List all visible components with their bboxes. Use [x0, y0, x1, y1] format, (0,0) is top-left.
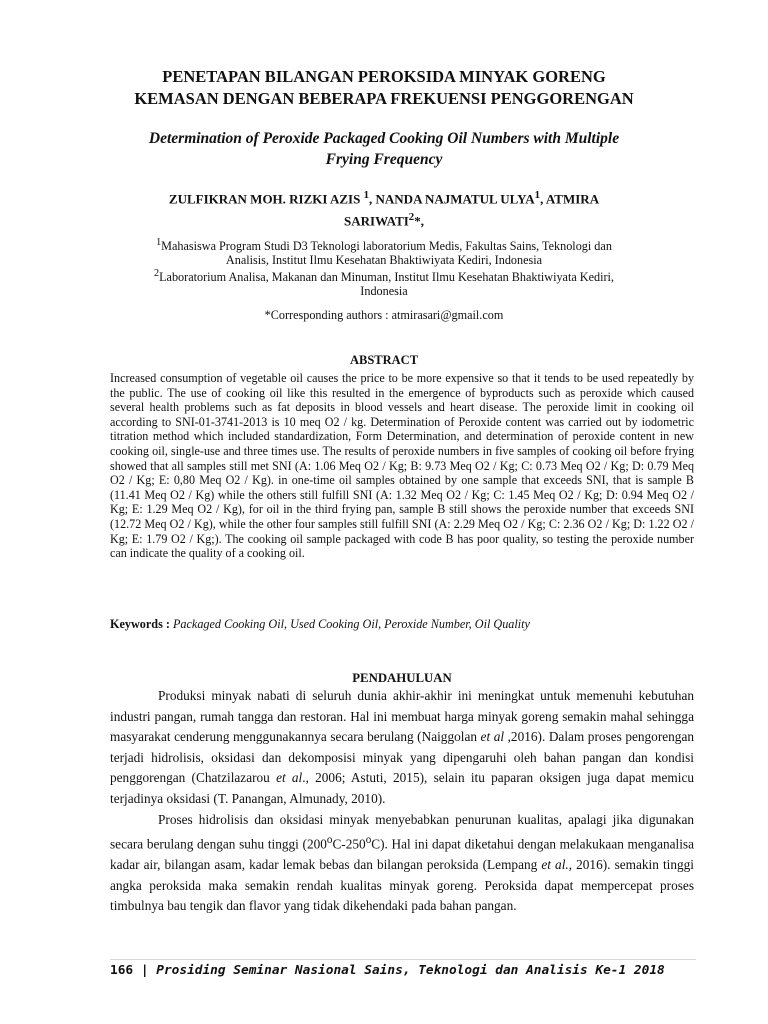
abstract-text: Increased consumption of vegetable oil causes the price to be more expensive so that it tends to be used repeatedly by the public. The use of cooking oil like this resulted in the emergence of byproducts such as peroxide which caused several health problems such as fat deposits in blood vessels and heart disease. The peroxide limit in cooking oil according to SNI-01-3741-2013 is 10 meq O2 / kg. Determination of Peroxide content was carried out by iodometric titration method which included standardization, Form Determination, and determination of peroxide content in new cooking oil, single-use and three times use. The results of peroxide numbers in five samples of cooking oil before frying showed that all samples still met SNI (A: 1.06 Meq O2 / Kg; B: 9.73 Meq O2 / Kg; C: 0.73 Meq O2 / Kg; D: 0.79 Meq O2 / Kg; E: 0,80 Meq O2 / Kg). in one-time oil samples obtained by one sample that exceeds SNI, that is sample B (11.41 Meq O2 / Kg) while the others still fulfill SNI (A: 1.32 Meq O2 / Kg; C: 1.45 Meq O2 / Kg; D: 0.94 Meq O2 / Kg; E: 1.29 Meq O2 / Kg), for oil in the third frying pan, sample B still shows the peroxide number that exceeds SNI (12.72 Meq O2 / Kg), while the other four samples still fulfill SNI (A: 2.29 Meq O2 / Kg; C: 2.36 O2 / Kg; D: 1.22 O2 / Kg; E: 1.79 O2 / Kg;). The cooking oil sample packaged with code B has poor quality, so testing the peroxide number can indicate the quality of a cooking oil. [110, 371, 694, 561]
author-separator: , ATMIRA [540, 191, 600, 207]
section-heading-pendahuluan: PENDAHULUAN [352, 671, 452, 685]
paper-subtitle-english [110, 128, 658, 170]
author-2-affil: 1 [534, 189, 541, 201]
page-number: 166 [110, 963, 134, 978]
author-3-affil: 2 [408, 211, 415, 224]
et-al: et al [480, 729, 505, 745]
et-al: et al [276, 770, 303, 786]
introduction-body [110, 686, 694, 917]
author-1: ZULFIKRAN MOH. RIZKI AZIS [168, 191, 361, 207]
subtitle-line-2: Frying Frequency [325, 151, 443, 168]
degree-mark: o [365, 834, 372, 847]
corresponding-author: *Corresponding authors : atmirasari@gmail.com [264, 308, 504, 322]
intro-text: Produksi minyak nabati di seluruh dunia akhir-akhir ini meningkat untuk memenuhi kebutuhan industri pangan, rumah tangga dan restoran. Hal ini membuat harga minyak goreng semakin mahal sehingga masyarakat cenderung menggunakannya secara berulang (Naiggolan [110, 688, 694, 745]
author-list [110, 186, 658, 231]
keywords-label: Keywords : [110, 617, 170, 631]
keywords-text: Packaged Cooking Oil, Used Cooking Oil, Peroxide Number, Oil Quality [172, 617, 530, 631]
author-3: SARIWATI [344, 213, 409, 229]
footer-divider [110, 959, 696, 960]
author-separator: , [369, 191, 376, 207]
page-footer [110, 963, 700, 979]
intro-paragraph-1 [110, 686, 694, 810]
intro-text: C). Hal ini dapat diketahui dengan melakukaan menganalisa kadar air, bilangan asam, kadar lemak bebas dan bilangan peroksida (Lempang [110, 836, 694, 873]
affiliation-2-line-2: Indonesia [360, 283, 408, 298]
affiliation-1-line-1: Mahasiswa Program Studi D3 Teknologi laboratorium Medis, Fakultas Sains, Teknologi dan [161, 239, 612, 254]
affiliation-1-line-2: Analisis, Institut Ilmu Kesehatan Bhaktiwiyata Kediri, Indonesia [225, 252, 543, 267]
author-2: NANDA NAJMATUL ULYA [375, 191, 535, 207]
intro-text: , 2016). semakin tinggi angka peroksida maka semakin rendah kualitas minyak goreng. Peroksida dapat mempercepat proses timbulnya bau tengik dan flavor yang tidak dikehendaki pada bahan pangan. [110, 857, 694, 914]
paper-title [110, 66, 658, 110]
intro-paragraph-2 [110, 810, 694, 917]
subtitle-line-1: Determination of Peroxide Packaged Cooking Oil Numbers with Multiple [148, 130, 620, 147]
corresponding-mark: *, [414, 213, 424, 229]
footer-separator: | [133, 963, 157, 978]
affiliation-2 [110, 267, 658, 298]
affiliation-2-line-1: Laboratorium Analisa, Makanan dan Minuman, Institut Ilmu Kesehatan Bhaktiwiyata Kediri, [159, 270, 614, 285]
keywords [110, 617, 694, 632]
affiliation-1 [110, 236, 658, 267]
affiliation-1-number: 1 [156, 237, 162, 248]
intro-text: Proses hidrolisis dan oksidasi minyak menyebabkan penurunan kualitas, apalagi jika digunakan secara berulang dengan suhu tinggi (200 [110, 811, 694, 852]
title-line-1: PENETAPAN BILANGAN PEROKSIDA MINYAK GORENG [162, 67, 606, 86]
affiliation-2-number: 2 [154, 268, 160, 280]
title-line-2: KEMASAN DENGAN BEBERAPA FREKUENSI PENGGORENGAN [134, 89, 634, 108]
proceedings-name: Prosiding Seminar Nasional Sains, Teknologi dan Analisis Ke-1 2018 [156, 963, 665, 978]
intro-text: C-250 [332, 836, 366, 852]
intro-text: ,2016). Dalam proses pengorengan terjadi hidrolisis, oksidasi dan dekomposisi minyak yang dipengaruhi oleh bahan pangan dan kondisi penggorengan (Chatzilazarou [110, 729, 695, 786]
intro-text: ., 2006; Astuti, 2015), selain itu paparan oksigen juga dapat memicu terjadinya oksidasi (T. Panangan, Almunady, 2010). [110, 770, 695, 806]
author-1-affil: 1 [363, 189, 370, 201]
degree-mark: o [326, 834, 333, 847]
et-al: et al. [541, 857, 569, 873]
affiliations [110, 236, 658, 298]
abstract-heading: ABSTRACT [349, 353, 419, 367]
